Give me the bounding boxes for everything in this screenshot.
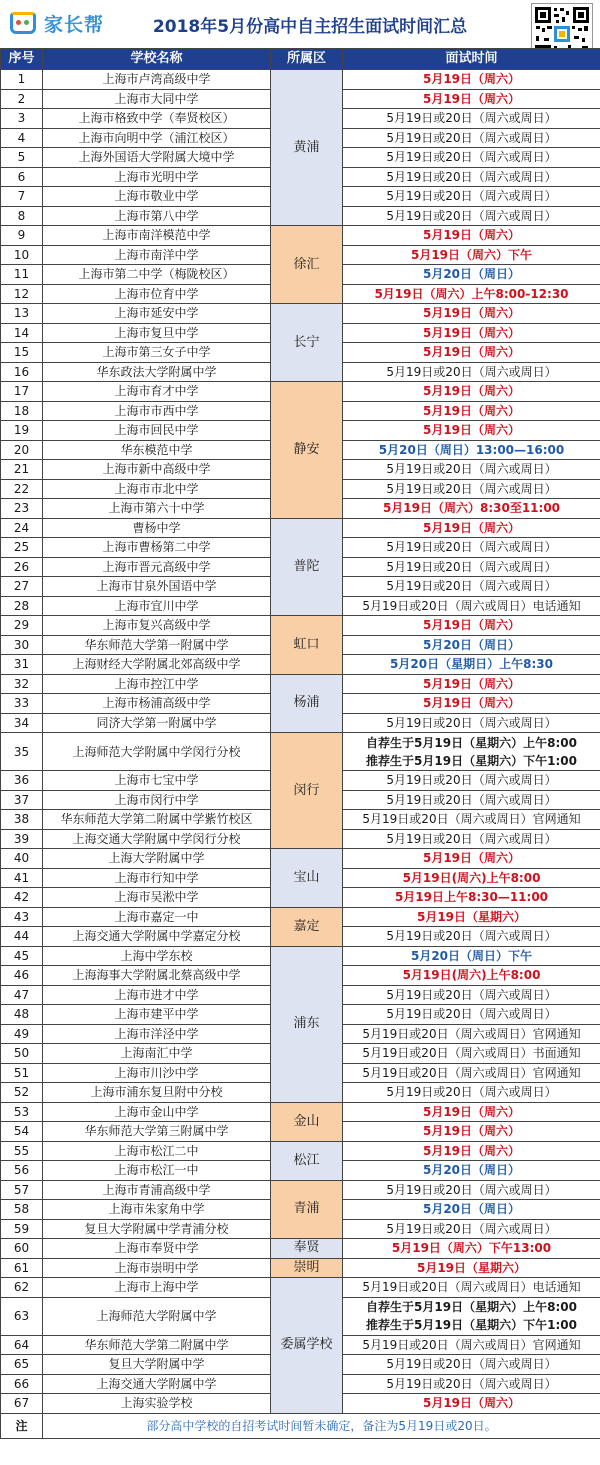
district-cell: 普陀 (271, 518, 343, 616)
district-cell: 黄浦 (271, 70, 343, 226)
school-name: 上海市金山中学 (43, 1102, 271, 1122)
interview-time: 5月19日（周六） (343, 401, 600, 421)
school-name: 上海市格致中学（奉贤校区） (43, 109, 271, 129)
row-number: 60 (1, 1239, 43, 1259)
row-number: 44 (1, 927, 43, 947)
school-name: 上海市市北中学 (43, 479, 271, 499)
interview-time: 5月19日（周六） (343, 343, 600, 363)
interview-time: 5月19日（周六） (343, 1102, 600, 1122)
table-row (1, 1278, 600, 1298)
school-name: 上海市曹杨第二中学 (43, 538, 271, 558)
interview-time: 5月19日或20日（周六或周日） (343, 829, 600, 849)
interview-time: 5月19日或20日（周六或周日） (343, 985, 600, 1005)
row-number: 52 (1, 1083, 43, 1103)
row-number: 45 (1, 946, 43, 966)
interview-time: 5月19日（周六） (343, 1141, 600, 1161)
interview-time-line-2: 推荐生于5月19日（星期六）下午1:00 (366, 753, 577, 768)
interview-time: 5月19日或20日（周六或周日） (343, 206, 600, 226)
interview-time: 5月19日（周六） (343, 382, 600, 402)
interview-time: 5月19日（周六） (343, 89, 600, 109)
table-row (1, 907, 600, 927)
school-name: 上海市奉贤中学 (43, 1239, 271, 1259)
row-number: 27 (1, 577, 43, 597)
interview-time: 5月20日（周日） (343, 635, 600, 655)
school-name: 曹杨中学 (43, 518, 271, 538)
school-name: 上海市进才中学 (43, 985, 271, 1005)
interview-time: 5月19日或20日（周六或周日） (343, 187, 600, 207)
row-number: 11 (1, 265, 43, 285)
row-number: 30 (1, 635, 43, 655)
interview-time: 5月19日(周六)上午8:00 (343, 966, 600, 986)
interview-time: 5月19日或20日（周六或周日） (343, 713, 600, 733)
interview-time: 5月19日或20日（周六或周日）官网通知 (343, 1063, 600, 1083)
school-name: 上海市嘉定一中 (43, 907, 271, 927)
district-cell: 闵行 (271, 733, 343, 849)
school-name: 上海市第六十中学 (43, 499, 271, 519)
table-row (1, 849, 600, 869)
district-cell: 嘉定 (271, 907, 343, 946)
interview-time: 5月19日（周六） (343, 694, 600, 714)
interview-time: 5月20日（周日）下午 (343, 946, 600, 966)
interview-time: 5月20日（周日） (343, 1200, 600, 1220)
table-row (1, 1180, 600, 1200)
row-number: 9 (1, 226, 43, 246)
district-cell: 宝山 (271, 849, 343, 908)
district-cell: 松江 (271, 1141, 343, 1180)
school-name: 上海实验学校 (43, 1394, 271, 1414)
interview-time: 5月19日或20日（周六或周日） (343, 128, 600, 148)
row-number: 51 (1, 1063, 43, 1083)
school-name: 上海市光明中学 (43, 167, 271, 187)
school-name: 上海交通大学附属中学闵行分校 (43, 829, 271, 849)
row-number: 46 (1, 966, 43, 986)
row-number: 7 (1, 187, 43, 207)
school-name: 上海市控江中学 (43, 674, 271, 694)
interview-time: 5月20日（周日） (343, 1161, 600, 1181)
interview-time: 5月19日（周六） (343, 849, 600, 869)
interview-time (343, 733, 600, 771)
interview-time: 5月19日(周六)上午8:00 (343, 868, 600, 888)
row-number: 21 (1, 460, 43, 480)
district-cell: 长宁 (271, 304, 343, 382)
row-number: 39 (1, 829, 43, 849)
interview-time: 5月19日或20日（周六或周日）电话通知 (343, 1278, 600, 1298)
school-name: 上海市晋元高级中学 (43, 557, 271, 577)
col-header-district: 所属区 (271, 49, 343, 70)
school-name: 上海市回民中学 (43, 421, 271, 441)
interview-time: 5月19日或20日（周六或周日） (343, 109, 600, 129)
school-name: 上海市第三女子中学 (43, 343, 271, 363)
school-name: 上海交通大学附属中学 (43, 1374, 271, 1394)
school-name: 上海市建平中学 (43, 1005, 271, 1025)
row-number: 35 (1, 733, 43, 771)
table-row (1, 616, 600, 636)
table-row (1, 382, 600, 402)
header (0, 0, 600, 48)
row-number: 4 (1, 128, 43, 148)
interview-time: 5月20日（周日） (343, 265, 600, 285)
row-number: 28 (1, 596, 43, 616)
row-number: 40 (1, 849, 43, 869)
table-body (1, 70, 600, 1439)
interview-time: 5月19日（周六） (343, 616, 600, 636)
school-name: 上海师范大学附属中学 (43, 1297, 271, 1335)
interview-time: 5月19日或20日（周六或周日） (343, 1180, 600, 1200)
row-number: 66 (1, 1374, 43, 1394)
table-row (1, 1141, 600, 1161)
interview-time: 5月19日或20日（周六或周日） (343, 771, 600, 791)
interview-time: 5月19日（周六） (343, 1122, 600, 1142)
interview-time: 5月20日（周日）13:00—16:00 (343, 440, 600, 460)
table-row (1, 226, 600, 246)
school-name: 上海师范大学附属中学闵行分校 (43, 733, 271, 771)
table-row (1, 70, 600, 90)
table-row (1, 1102, 600, 1122)
school-name: 上海市朱家角中学 (43, 1200, 271, 1220)
school-name: 上海市上海中学 (43, 1278, 271, 1298)
school-name: 上海市复兴高级中学 (43, 616, 271, 636)
interview-time: 5月19日或20日（周六或周日） (343, 538, 600, 558)
school-name: 上海市第二中学（梅陇校区） (43, 265, 271, 285)
row-number: 57 (1, 1180, 43, 1200)
interview-time: 5月19日（周六） (343, 226, 600, 246)
col-header-time: 面试时间 (343, 49, 600, 70)
interview-time: 5月19日或20日（周六或周日）电话通知 (343, 596, 600, 616)
row-number: 14 (1, 323, 43, 343)
row-number: 16 (1, 362, 43, 382)
row-number: 31 (1, 655, 43, 675)
school-name: 上海市延安中学 (43, 304, 271, 324)
house-logo-icon (8, 10, 40, 36)
interview-time: 5月19日上午8:30—11:00 (343, 888, 600, 908)
school-name: 上海市闵行中学 (43, 790, 271, 810)
page-title: 2018年5月份高中自主招生面试时间汇总 (152, 17, 468, 37)
school-name: 上海市川沙中学 (43, 1063, 271, 1083)
interview-time: 5月19日或20日（周六或周日）书面通知 (343, 1044, 600, 1064)
row-number: 17 (1, 382, 43, 402)
row-number: 33 (1, 694, 43, 714)
row-number: 50 (1, 1044, 43, 1064)
district-cell: 徐汇 (271, 226, 343, 304)
row-number: 34 (1, 713, 43, 733)
row-number: 55 (1, 1141, 43, 1161)
brand-logo[interactable] (8, 8, 104, 38)
table-header-row (1, 49, 600, 70)
row-number: 20 (1, 440, 43, 460)
school-name: 上海市甘泉外国语中学 (43, 577, 271, 597)
school-name: 上海市卢湾高级中学 (43, 70, 271, 90)
school-name: 上海市七宝中学 (43, 771, 271, 791)
school-name: 上海市敬业中学 (43, 187, 271, 207)
interview-time: 5月19日或20日（周六或周日） (343, 362, 600, 382)
district-cell: 崇明 (271, 1258, 343, 1278)
interview-time: 5月19日（周六） (343, 421, 600, 441)
row-number: 13 (1, 304, 43, 324)
school-name: 上海市市西中学 (43, 401, 271, 421)
interview-time-line-1: 自荐生于5月19日（星期六）上午8:00 (366, 735, 577, 750)
row-number: 10 (1, 245, 43, 265)
school-name: 上海市向明中学（浦江校区） (43, 128, 271, 148)
school-name: 上海市第八中学 (43, 206, 271, 226)
school-name: 华东师范大学第二附属中学紫竹校区 (43, 810, 271, 830)
interview-time: 5月19日（周六） (343, 1394, 600, 1414)
row-number: 1 (1, 70, 43, 90)
row-number: 23 (1, 499, 43, 519)
row-number: 41 (1, 868, 43, 888)
school-name: 复旦大学附属中学 (43, 1355, 271, 1375)
district-cell: 杨浦 (271, 674, 343, 733)
row-number: 8 (1, 206, 43, 226)
row-number: 12 (1, 284, 43, 304)
row-number: 3 (1, 109, 43, 129)
interview-time: 5月19日或20日（周六或周日） (343, 927, 600, 947)
table-row (1, 946, 600, 966)
interview-time: 5月20日（星期日）上午8:30 (343, 655, 600, 675)
table-row (1, 1239, 600, 1259)
row-number: 5 (1, 148, 43, 168)
school-name: 华东师范大学第三附属中学 (43, 1122, 271, 1142)
interview-time (343, 1297, 600, 1335)
row-number: 61 (1, 1258, 43, 1278)
row-number: 36 (1, 771, 43, 791)
interview-time: 5月19日或20日（周六或周日） (343, 479, 600, 499)
schedule-table (0, 48, 600, 1439)
school-name: 上海市吴淞中学 (43, 888, 271, 908)
school-name: 上海市松江二中 (43, 1141, 271, 1161)
school-name: 同济大学第一附属中学 (43, 713, 271, 733)
school-name: 华东模范中学 (43, 440, 271, 460)
interview-time: 5月19日或20日（周六或周日） (343, 460, 600, 480)
school-name: 上海市杨浦高级中学 (43, 694, 271, 714)
row-number: 38 (1, 810, 43, 830)
note-text: 部分高中学校的自招考试时间暂未确定，备注为5月19日或20日。 (43, 1413, 600, 1438)
school-name: 上海市宜川中学 (43, 596, 271, 616)
school-name: 上海市松江一中 (43, 1161, 271, 1181)
brand-name: 家长帮 (44, 13, 105, 36)
district-cell: 静安 (271, 382, 343, 519)
district-cell: 金山 (271, 1102, 343, 1141)
district-cell: 虹口 (271, 616, 343, 675)
school-name: 上海海事大学附属北蔡高级中学 (43, 966, 271, 986)
school-name: 上海财经大学附属北郊高级中学 (43, 655, 271, 675)
row-number: 42 (1, 888, 43, 908)
school-name: 上海市青浦高级中学 (43, 1180, 271, 1200)
school-name: 上海市新中高级中学 (43, 460, 271, 480)
note-row (1, 1413, 600, 1438)
interview-time: 5月19日或20日（周六或周日） (343, 1355, 600, 1375)
table-row (1, 733, 600, 771)
row-number: 53 (1, 1102, 43, 1122)
interview-time: 5月19日（周六） (343, 70, 600, 90)
school-name: 上海市位育中学 (43, 284, 271, 304)
interview-time-line-2: 推荐生于5月19日（星期六）下午1:00 (366, 1318, 577, 1332)
interview-time: 5月19日（周六） (343, 674, 600, 694)
school-name: 华东师范大学第二附属中学 (43, 1335, 271, 1355)
school-name: 华东师范大学第一附属中学 (43, 635, 271, 655)
school-name: 复旦大学附属中学青浦分校 (43, 1219, 271, 1239)
interview-time: 5月19日或20日（周六或周日）官网通知 (343, 810, 600, 830)
row-number: 56 (1, 1161, 43, 1181)
row-number: 26 (1, 557, 43, 577)
interview-time: 5月19日（周六）下午13:00 (343, 1239, 600, 1259)
interview-time: 5月19日或20日（周六或周日） (343, 790, 600, 810)
school-name: 上海中学东校 (43, 946, 271, 966)
row-number: 47 (1, 985, 43, 1005)
row-number: 49 (1, 1024, 43, 1044)
school-name: 上海大学附属中学 (43, 849, 271, 869)
interview-time: 5月19日（星期六） (343, 907, 600, 927)
row-number: 18 (1, 401, 43, 421)
row-number: 48 (1, 1005, 43, 1025)
school-name: 上海市崇明中学 (43, 1258, 271, 1278)
interview-time: 5月19日（周六） (343, 304, 600, 324)
school-name: 上海外国语大学附属大境中学 (43, 148, 271, 168)
row-number: 25 (1, 538, 43, 558)
row-number: 22 (1, 479, 43, 499)
row-number: 24 (1, 518, 43, 538)
interview-time-line-1: 自荐生于5月19日（星期六）上午8:00 (366, 1300, 577, 1314)
interview-time: 5月19日（星期六） (343, 1258, 600, 1278)
row-number: 67 (1, 1394, 43, 1414)
interview-time: 5月19日（周六） (343, 518, 600, 538)
interview-time: 5月19日或20日（周六或周日） (343, 557, 600, 577)
col-header-school: 学校名称 (43, 49, 271, 70)
table-row (1, 674, 600, 694)
interview-time: 5月19日或20日（周六或周日） (343, 167, 600, 187)
interview-time: 5月19日或20日（周六或周日）官网通知 (343, 1335, 600, 1355)
interview-time: 5月19日或20日（周六或周日） (343, 1083, 600, 1103)
row-number: 43 (1, 907, 43, 927)
table-row (1, 518, 600, 538)
interview-time: 5月19日或20日（周六或周日）官网通知 (343, 1024, 600, 1044)
school-name: 上海市育才中学 (43, 382, 271, 402)
interview-time: 5月19日或20日（周六或周日） (343, 1005, 600, 1025)
table-row (1, 1258, 600, 1278)
interview-time: 5月19日或20日（周六或周日） (343, 577, 600, 597)
row-number: 59 (1, 1219, 43, 1239)
row-number: 54 (1, 1122, 43, 1142)
school-name: 上海市洋泾中学 (43, 1024, 271, 1044)
district-cell: 奉贤 (271, 1239, 343, 1259)
school-name: 华东政法大学附属中学 (43, 362, 271, 382)
row-number: 58 (1, 1200, 43, 1220)
col-header-number: 序号 (1, 49, 43, 70)
row-number: 29 (1, 616, 43, 636)
row-number: 6 (1, 167, 43, 187)
school-name: 上海市南洋中学 (43, 245, 271, 265)
interview-time: 5月19日或20日（周六或周日） (343, 1374, 600, 1394)
row-number: 63 (1, 1297, 43, 1335)
school-name: 上海市大同中学 (43, 89, 271, 109)
school-name: 上海市行知中学 (43, 868, 271, 888)
row-number: 37 (1, 790, 43, 810)
row-number: 32 (1, 674, 43, 694)
interview-time: 5月19日或20日（周六或周日） (343, 148, 600, 168)
interview-time: 5月19日（周六） (343, 323, 600, 343)
row-number: 64 (1, 1335, 43, 1355)
row-number: 62 (1, 1278, 43, 1298)
interview-time: 5月19日（周六）下午 (343, 245, 600, 265)
district-cell: 委属学校 (271, 1278, 343, 1414)
row-number: 15 (1, 343, 43, 363)
school-name: 上海市浦东复旦附中分校 (43, 1083, 271, 1103)
school-name: 上海市南洋模范中学 (43, 226, 271, 246)
table-row (1, 304, 600, 324)
interview-time: 5月19日或20日（周六或周日） (343, 1219, 600, 1239)
row-number: 65 (1, 1355, 43, 1375)
interview-time: 5月19日（周六）8:30至11:00 (343, 499, 600, 519)
district-cell: 浦东 (271, 946, 343, 1102)
interview-time: 5月19日（周六）上午8:00-12:30 (343, 284, 600, 304)
school-name: 上海市复旦中学 (43, 323, 271, 343)
school-name: 上海交通大学附属中学嘉定分校 (43, 927, 271, 947)
district-cell: 青浦 (271, 1180, 343, 1239)
school-name: 上海南汇中学 (43, 1044, 271, 1064)
row-number: 19 (1, 421, 43, 441)
note-label: 注 (1, 1413, 43, 1438)
row-number: 2 (1, 89, 43, 109)
